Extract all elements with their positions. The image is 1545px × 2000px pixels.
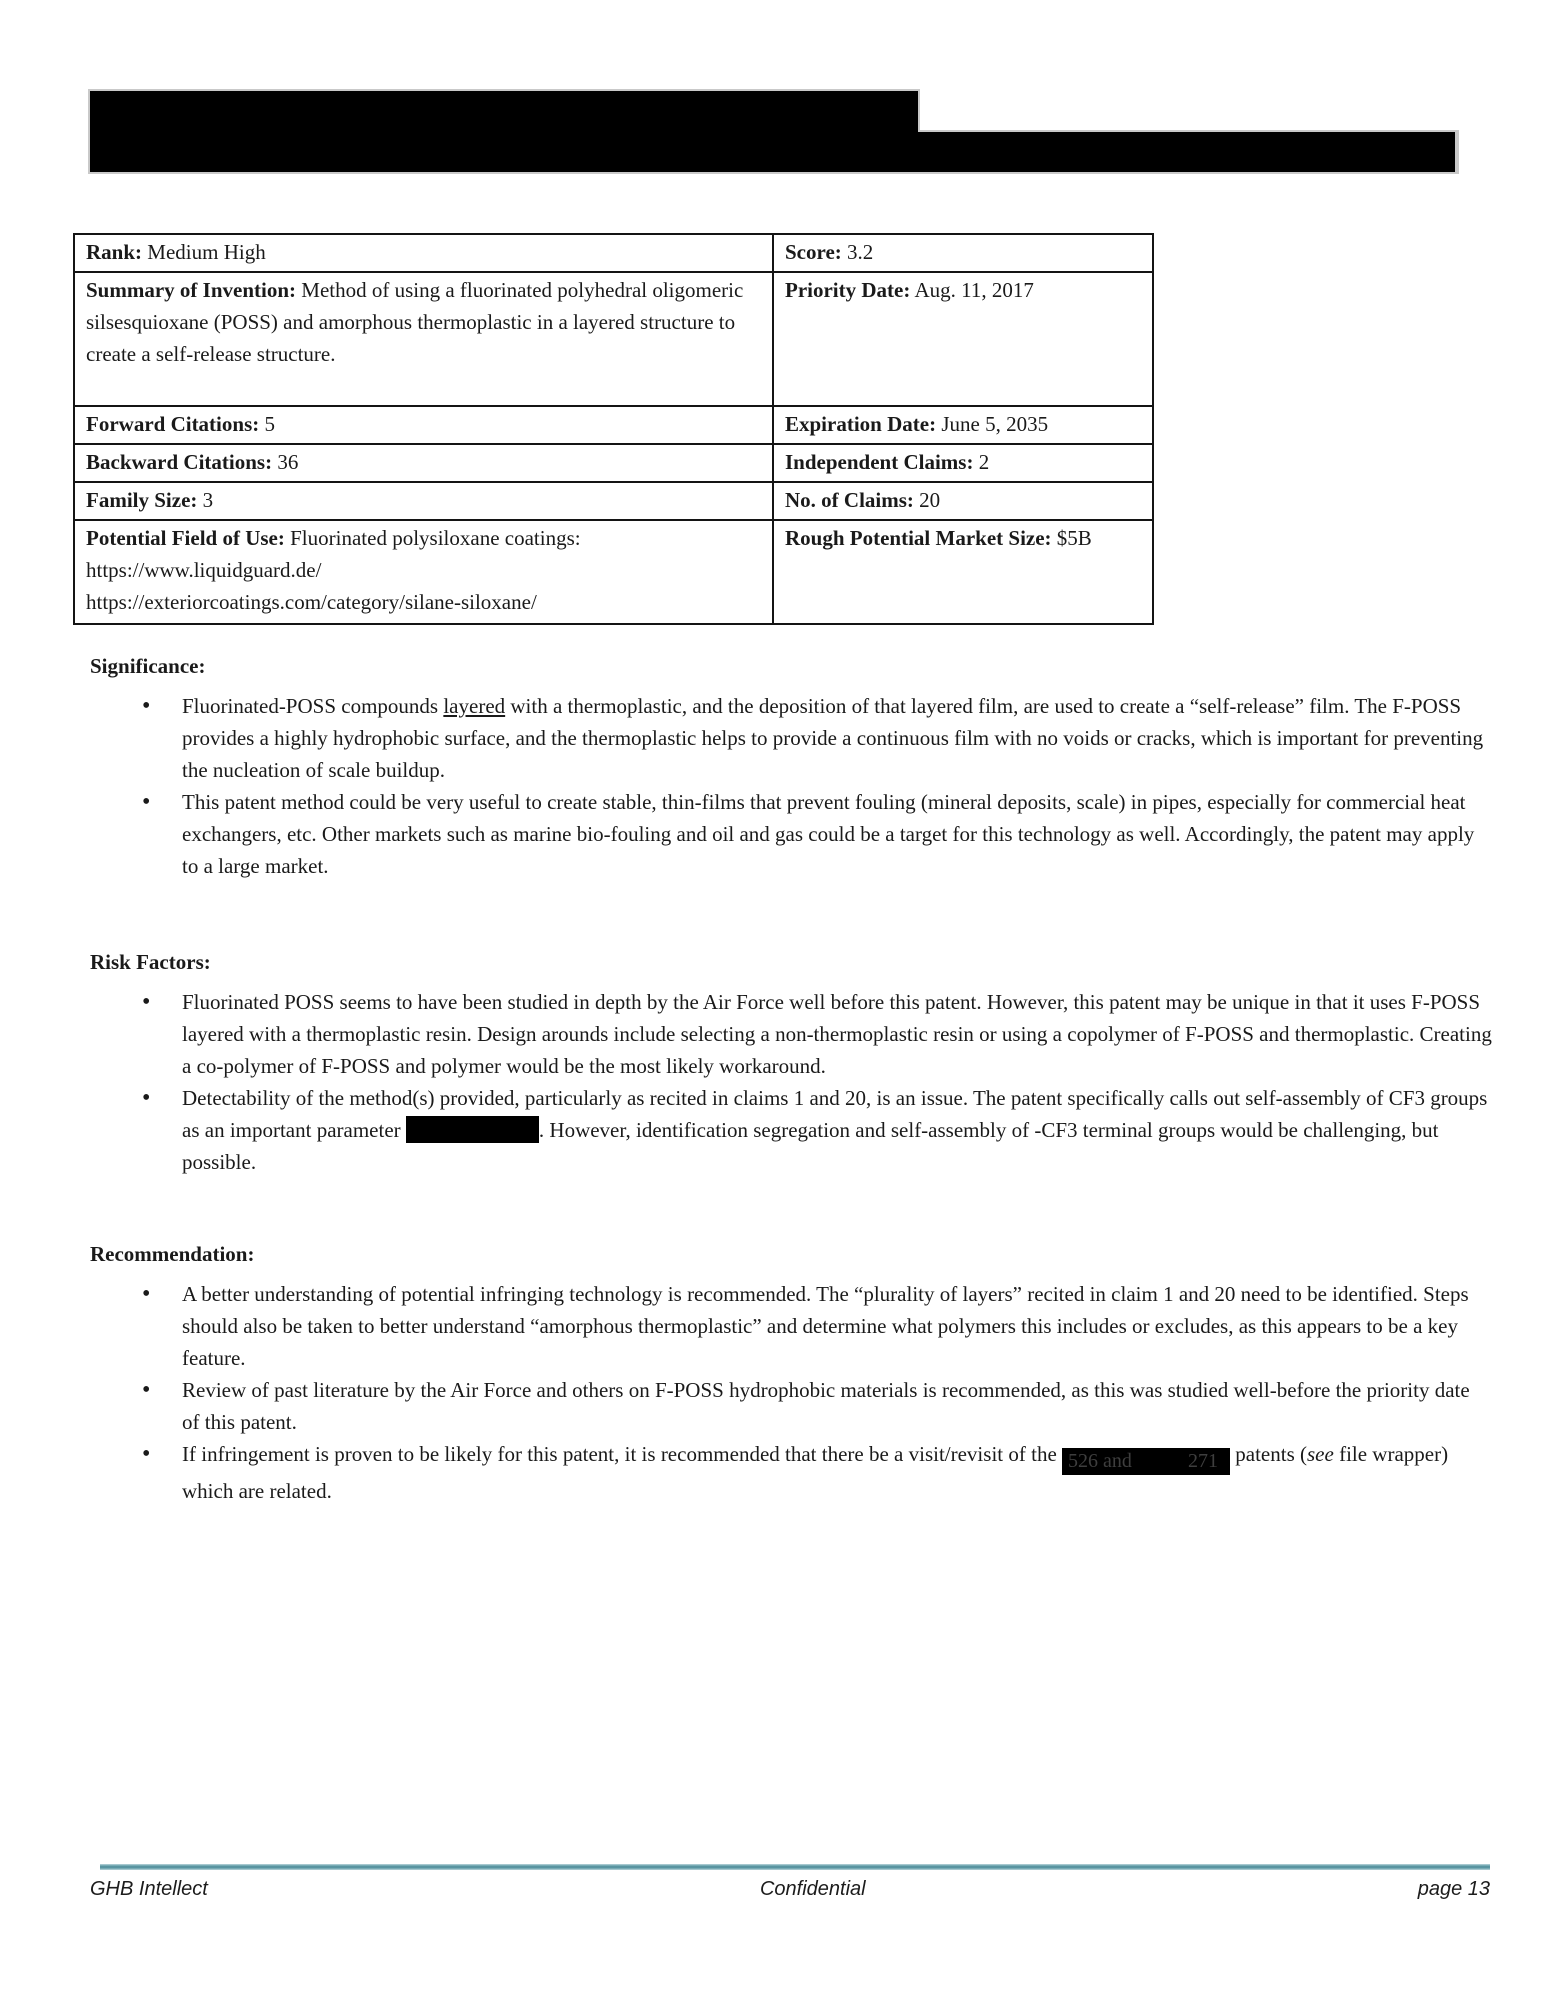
forward-citations-value: 5 (264, 412, 275, 436)
redacted-header-block-right (918, 132, 1455, 172)
bullet-text: Review of past literature by the Air Force and others on F-POSS hydrophobic materials is recommended, as this was studied well-before the priority date of this patent. (182, 1378, 1470, 1434)
priority-date-label: Priority Date: (785, 278, 911, 302)
recommendation-bullet-2 (90, 1374, 1492, 1438)
independent-claims-value: 2 (978, 450, 990, 474)
bullet-text: Fluorinated-POSS compounds (182, 694, 444, 718)
table-row (74, 272, 1153, 406)
bullet-text: with a thermoplastic, and the deposition of that layered film, are used to create a “self-release” film. The F-POSS provides a highly hydrophobic surface, and the thermoplastic helps to provide a continuous film with no voids or cracks, which is important for preventing the nucleation of scale buildup. (182, 694, 1484, 782)
footer-company: GHB Intellect (90, 1878, 208, 1900)
rank-cell (74, 234, 773, 272)
page-footer (90, 1878, 1490, 1901)
score-value: 3.2 (847, 240, 874, 264)
recommendation-bullet-1 (90, 1278, 1492, 1374)
risk-bullet-2 (90, 1082, 1492, 1178)
footer-page-number: page 13 (1417, 1878, 1490, 1900)
underlined-word: layered (443, 694, 506, 718)
footer-confidential: Confidential (759, 1878, 866, 1900)
forward-citations-cell (74, 406, 773, 444)
table-row (74, 406, 1153, 444)
table-row (74, 482, 1153, 520)
redacted-header-block-left (90, 91, 918, 172)
summary-label: Summary of Invention: (86, 278, 297, 302)
market-size-label: Rough Potential Market Size: (785, 526, 1052, 550)
risk-bullet-1 (90, 986, 1492, 1082)
score-label: Score: (785, 240, 842, 264)
backward-citations-value: 36 (277, 450, 299, 474)
redacted-inline-text (406, 1116, 539, 1143)
table-row (74, 234, 1153, 272)
bullet-text: . However, identification segregation and self-assembly of -CF3 terminal groups would be challenging, but possible. (182, 1118, 1439, 1174)
market-size-value: $5B (1056, 526, 1092, 550)
num-claims-value: 20 (919, 488, 941, 512)
footer-divider-rule (100, 1864, 1490, 1870)
redacted-patent-number: 271 (1182, 1448, 1230, 1475)
table-row (74, 444, 1153, 482)
field-of-use-label: Potential Field of Use: (86, 526, 285, 550)
expiration-date-label: Expiration Date: (785, 412, 937, 436)
field-of-use-url: https://exteriorcoatings.com/category/silane-siloxane/ (86, 590, 537, 614)
field-of-use-url: https://www.liquidguard.de/ (86, 558, 322, 582)
rank-value: Medium High (147, 240, 266, 264)
field-of-use-cell (74, 520, 773, 624)
backward-citations-label: Backward Citations: (86, 450, 273, 474)
bullet-text: This patent method could be very useful to create stable, thin-films that prevent fouling (mineral deposits, scale) in pipes, especially for commercial heat exchangers, etc. Other markets such as marine bio-fouling and oil and gas could be a target for this technology as well. Accordingly, the patent may apply to a large market. (182, 790, 1475, 878)
recommendation-section (90, 1238, 1492, 1507)
family-size-cell (74, 482, 773, 520)
family-size-value: 3 (202, 488, 214, 512)
expiration-date-value: June 5, 2035 (941, 412, 1049, 436)
priority-date-cell (773, 272, 1153, 406)
independent-claims-label: Independent Claims: (785, 450, 974, 474)
bullet-text: patents ( (1230, 1442, 1307, 1466)
backward-citations-cell (74, 444, 773, 482)
bullet-text: Detectability of the method(s) provided, particularly as recited in claims 1 and 20, is an issue. The patent specifically calls out self-assembly of CF3 groups as an important parameter (182, 1086, 1488, 1142)
bullet-text: If infringement is proven to be likely for this patent, it is recommended that there be a visit/revisit of the (182, 1442, 1063, 1466)
significance-bullet-2 (90, 786, 1492, 882)
summary-cell (74, 272, 773, 406)
independent-claims-cell (773, 444, 1153, 482)
significance-section (90, 650, 1492, 882)
table-row (74, 520, 1153, 624)
priority-date-value: Aug. 11, 2017 (914, 278, 1034, 302)
field-of-use-value: Fluorinated polysiloxane coatings: (290, 526, 581, 550)
bullet-text: file wrapper) which are related. (182, 1442, 1449, 1503)
bullet-text: Fluorinated POSS seems to have been studied in depth by the Air Force well before this patent. However, this patent may be unique in that it uses F-POSS layered with a thermoplastic resin. Design arounds include selecting a non-thermoplastic resin or using a copolymer of F-POSS and thermoplastic. Creating a co-polymer of F-POSS and polymer would be the most likely workaround. (182, 990, 1492, 1078)
bullet-text: A better understanding of potential infringing technology is recommended. The “plurality of layers” recited in claim 1 and 20 need to be identified. Steps should also be taken to better understand “amorphous thermoplastic” and determine what polymers this includes or excludes, as this appears to be a key feature. (182, 1282, 1469, 1370)
risk-factors-heading: Risk Factors: (90, 950, 211, 974)
italic-word: see (1307, 1442, 1334, 1466)
market-size-cell (773, 520, 1153, 624)
num-claims-label: No. of Claims: (785, 488, 914, 512)
summary-value: Method of using a fluorinated polyhedral oligomeric silsesquioxane (POSS) and amorphous thermoplastic in a layered structure to create a self-release structure. (86, 278, 744, 366)
expiration-date-cell (773, 406, 1153, 444)
family-size-label: Family Size: (86, 488, 198, 512)
significance-heading: Significance: (90, 654, 206, 678)
score-cell (773, 234, 1153, 272)
redacted-patent-number: 526 and (1062, 1448, 1182, 1475)
risk-factors-section (90, 946, 1492, 1178)
significance-bullet-1 (90, 690, 1492, 786)
rank-label: Rank: (86, 240, 143, 264)
recommendation-heading: Recommendation: (90, 1242, 255, 1266)
num-claims-cell (773, 482, 1153, 520)
recommendation-bullet-3 (90, 1438, 1492, 1507)
forward-citations-label: Forward Citations: (86, 412, 260, 436)
patent-summary-table (73, 233, 1154, 625)
